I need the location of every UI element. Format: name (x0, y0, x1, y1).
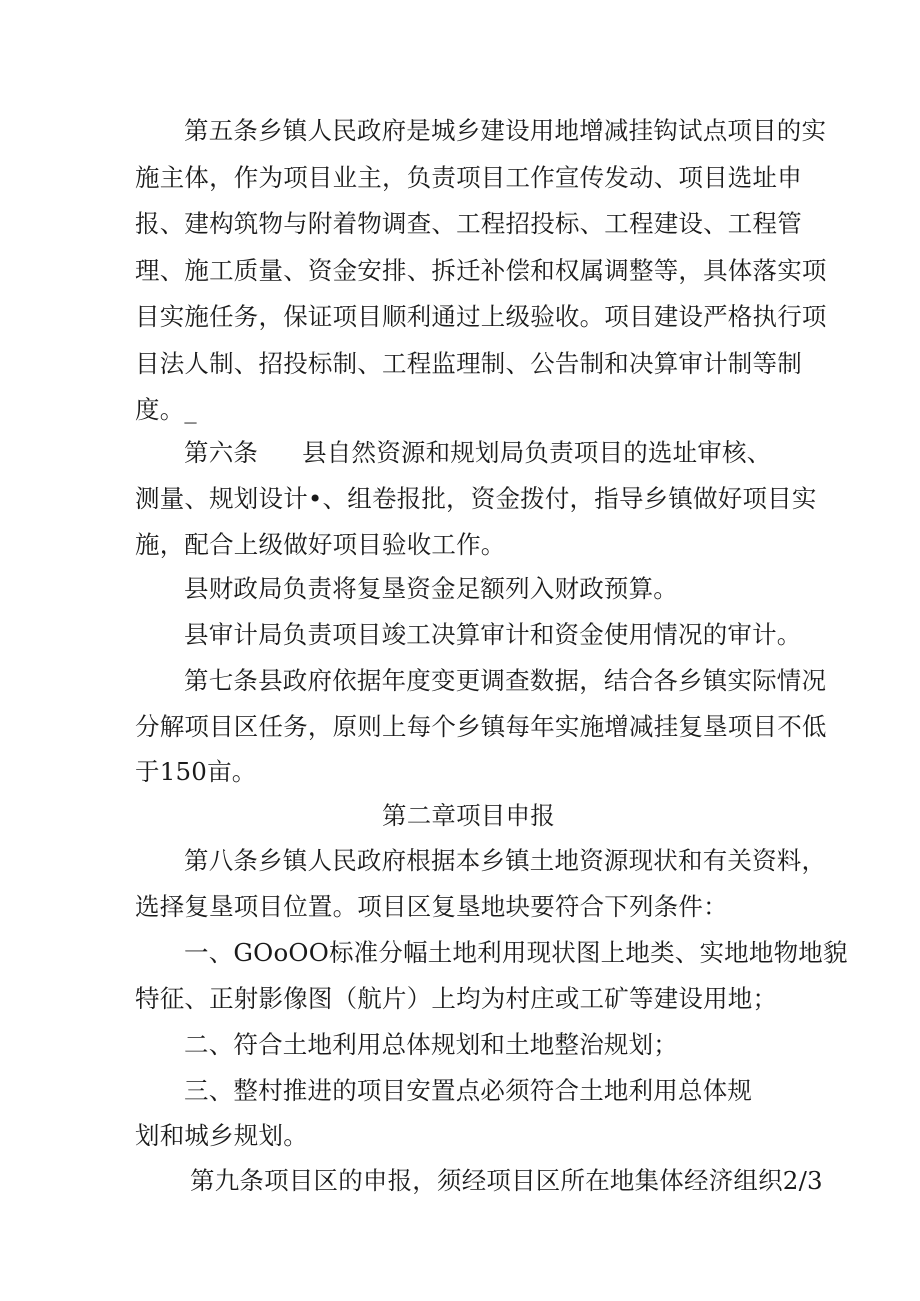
article-8-line-2: 选择复垦项目位置。项目区复垦地块要符合下列条件： (135, 892, 728, 921)
article-7-line-3: 于150亩。 (135, 757, 257, 786)
article-7-line-2: 分解项目区任务，原则上每个乡镇每年实施增减挂复垦项目不低 (135, 712, 827, 741)
article-5-line-7: 度。_ (135, 395, 197, 424)
article-6-line-1 (184, 438, 771, 468)
article-5-line-4: 理、施工质量、资金安排、拆迁补偿和权属调整等，具体落实项 (135, 256, 827, 285)
article-6-label: 第六条 (184, 438, 259, 467)
article-5-line-1: 第五条乡镇人民政府是城乡建设用地增减挂钩试点项目的实 (184, 116, 827, 145)
article-5-line-5: 目实施任务，保证项目顺利通过上级验收。项目建设严格执行项 (135, 302, 827, 331)
condition-2: 二、符合土地利用总体规划和土地整治规划； (184, 1030, 678, 1059)
article-6-line-2: 测量、规划设计•、组卷报批，资金拨付，指导乡镇做好项目实 (135, 484, 817, 513)
article-6-text: 县自然资源和规划局负责项目的选址审核、 (302, 438, 772, 467)
article-6-line-3: 施，配合上级做好项目验收工作。 (135, 530, 506, 559)
condition-3-line-1: 三、整村推进的项目安置点必须符合土地利用总体规 (184, 1076, 753, 1105)
article-5-line-6: 目法人制、招投标制、工程监理制、公告制和决算审计制等制 (135, 349, 802, 378)
audit-bureau-paragraph: 县审计局负责项目竣工决算审计和资金使用情况的审计。 (184, 620, 802, 649)
condition-1-line-2: 特征、正射影像图（航片）上均为村庄或工矿等建设用地； (135, 984, 778, 1013)
condition-3-line-2: 划和城乡规划。 (135, 1121, 308, 1150)
chapter-2-heading: 第二章项目申报 (382, 801, 555, 830)
article-5-line-3: 报、建构筑物与附着物调查、工程招投标、工程建设、工程管 (135, 209, 802, 238)
article-9-line-1: 第九条项目区的申报，须经项目区所在地集体经济组织2/3 (190, 1166, 823, 1195)
finance-bureau-paragraph: 县财政局负责将复垦资金足额列入财政预算。 (184, 574, 678, 603)
article-7-line-1: 第七条县政府依据年度变更调查数据，结合各乡镇实际情况 (184, 666, 827, 695)
condition-1-line-1: 一、GOoOO标准分幅土地利用现状图上地类、实地地物地貌 (184, 938, 848, 967)
article-5-line-2: 施主体，作为项目业主，负责项目工作宣传发动、项目选址申 (135, 163, 802, 192)
article-8-line-1: 第八条乡镇人民政府根据本乡镇土地资源现状和有关资料， (184, 846, 827, 875)
